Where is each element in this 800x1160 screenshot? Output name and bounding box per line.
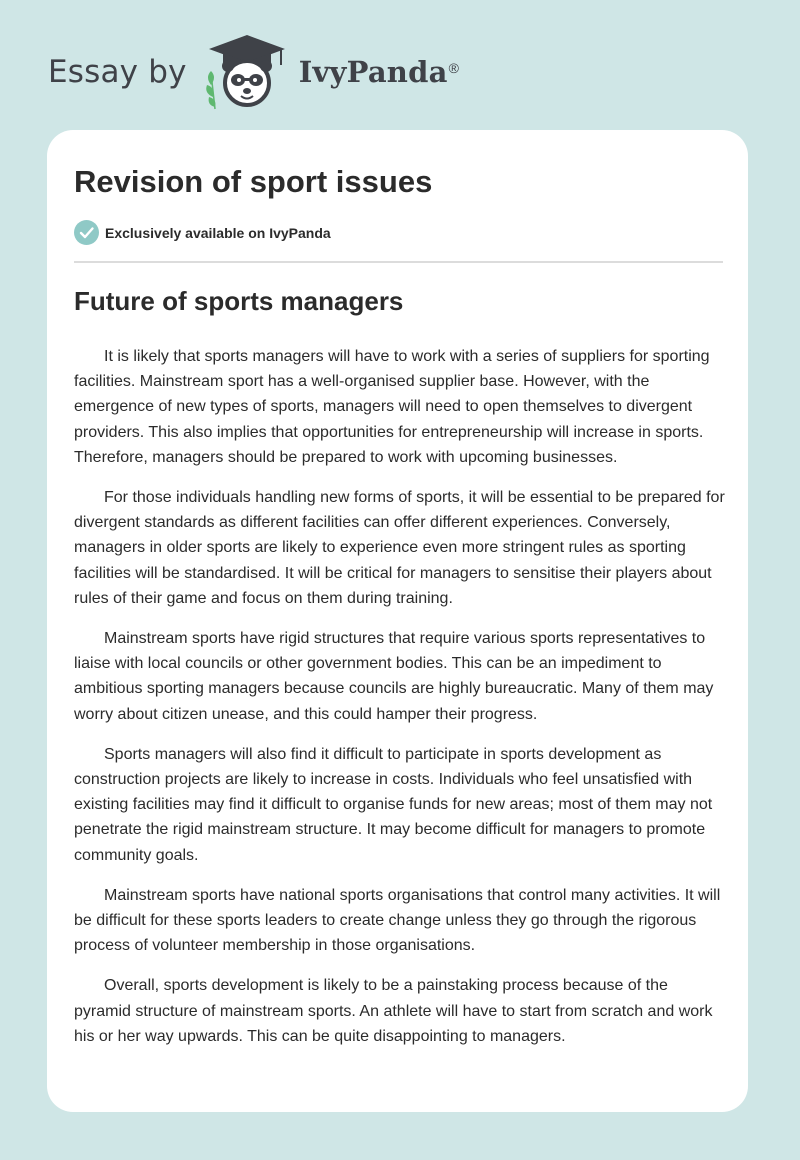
essay-by-label: Essay by [48,54,187,90]
essay-card [47,130,748,1112]
panda-logo-icon[interactable] [201,33,293,111]
paragraph: Mainstream sports have rigid structures that require various sports representatives to liaise with local councils or other government bodies. This can be an impediment to ambitious sporting managers because councils are highly bureaucratic. Many of them may worry about citizen unease, and this could hamper their progress. [74,630,714,723]
site-header [48,34,459,110]
registered-mark: ® [448,60,459,76]
check-circle-icon [74,220,99,245]
exclusive-label: Exclusively available on IvyPanda [105,224,331,241]
paragraph: Overall, sports development is likely to be a painstaking process because of the pyramid structure of mainstream sports. An athlete will have to start from scratch and work his or her way upwards. This can be quite disappointing to managers. [74,977,713,1045]
paragraph: It is likely that sports managers will have to work with a series of suppliers for sporting facilities. Mainstream sport has a well-organised supplier base. However, with the emergence of new types of sports, managers will need to open themselves to divergent providers. This also implies that opportunities for entrepreneurship will increase in sports. Therefore, managers should be prepared to work with upcoming businesses. [74,348,710,466]
divider [74,261,723,263]
essay-body [74,344,726,1064]
paragraph: Mainstream sports have national sports organisations that control many activities. It will be difficult for these sports leaders to create change unless they go through the rigorous process of volunteer membership in those organisations. [74,886,721,955]
paragraph: For those individuals handling new forms of sports, it will be essential to be prepared for divergent standards as different facilities can offer different experiences. Conversely, managers in older sports are likely to experience even more stringent rules as sporting facilities will be standardised. It will be critical for managers to sensitise their players about rules of their game and focus on them during training. [74,489,725,607]
ivypanda-wordmark[interactable]: IvyPanda [298,55,448,89]
page-title: Revision of sport issues [74,164,433,199]
exclusive-badge [74,220,331,245]
section-heading: Future of sports managers [74,286,404,316]
paragraph: Sports managers will also find it difficult to participate in sports development as construction projects are likely to increase in costs. Individuals who feel unsatisfied with existing facilities may find it difficult to organise funds for new areas; most of them may not penetrate the rigid mainstream structure. It may become difficult for managers to promote community goals. [74,745,713,864]
